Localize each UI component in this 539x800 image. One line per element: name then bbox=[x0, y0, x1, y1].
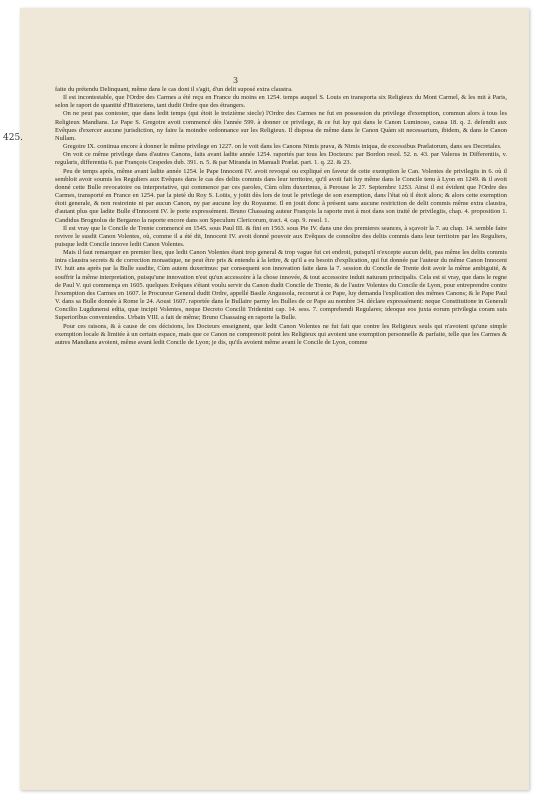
paragraph: On ne peut pas contester, que dans ledit temps (qui étoit le treizième siecle) l'Ordre des Carmes ne fut en possession du privilege d'exemption, commun alors à tous les Religieux Mandians. Le Pape S. Gregoire avoit commencé dès l'année 599. à donner ce privilege, & ce fut luy qui dans le Canon Luminoso, causa 18. q. 2. defendit aux Evêques d'exercer aucune jurisdiction, ny faire la moindre ordonnance sur les Religieux. Il disposa de même dans le Canon Quàm sit necessarium, ibidem, & dans le Canon Nullam. bbox=[55, 110, 507, 142]
paragraph: Mais il faut remarquer en premier lieu, que ledit Canon Volentes étant trop general & trop vague fut cet endroit, puisqu'il n'excepte aucun delit, pas même les delits commis intra claustra secrets & de correction monastique, ne peut être pris & entendu à la lettre, & qu'il a eu besoin d'explication, qui fut donnée par l'auteur du même Canon Innocent IV. huit ans après par la Bulle susdite, Cùm autem duxerimus: par consequent son innovation faite dans la 7. session du Concile de Trente doit avoir la même ambiguité, & souffrir la même interpretation, puisqu'une innovation n'est qu'un accessoire à la chose innovée, & tout accessoire induit naturam principalis. Cela est si vray, que dans le regne de Paul V. qui commença en 1605. quelques Evêques s'étant voulu servir du Canon dudit Concile de Trente, & de l'autre Volentes du Concile de Lyon, pour entreprendre contre l'exemption des Carmes en 1607. le Procureur General dudit Ordre, appellé Basile Angussola, recourut à ce Pape, luy demanda l'explication des mêmes Canons; & le Pape Paul V. dans sa Bulle donnée à Rome le 24. Aoust 1607. raportée dans le Bullaire parmy les Bulles de ce Pape au nombre 34. déclare expressément: neque Constitutione in Generali Concilio Lugdunensi edita, quæ incipit Volentes, neque Decreto Concilii Tridentini cap. 14. sess. 7. comprehendi Regulares; ideoque eos juxta eorum privilegia coram suis Superioribus conveniendos. Urbain VIII. a fait de même; Bruno Chassaing en raporte la Bulle. bbox=[55, 249, 507, 322]
paragraph: Il est vray que le Concile de Trente commencé en 1545. sous Paul III. & fini en 1563. sous Pie IV. dans une des premieres seances, à sçavoir la 7. au chap. 14. semble faire revivre le susdit Canon Volentes, où, comme il a été dit, Innocent IV. avoit donné pouvoir aux Evêques de connoître des delits commis dans leur territoire par les Reguliers, puisque ledit Concile innove ledit Canon Volentes. bbox=[55, 224, 507, 248]
paragraph: faite du prétendu Delinquant, même dans le cas dont il s'agit, d'un delit suposé extra claustra. bbox=[55, 86, 293, 93]
paragraph: Gregoire IX. continua encore à donner le même privilege en 1227. on le voit dans les Canons Nimis prava, & Nimis iniqua, de excessibus Prælatorum, dans ses Decretales. bbox=[63, 143, 502, 151]
page-number: 3 bbox=[233, 76, 239, 85]
paragraph: Il est incontestable, que l'Ordre des Carmes a été reçu en France du moins en 1254. temps auquel S. Louis en transporta six Religieux du Mont Carmel, & les mit à Paris, selon le raport de quantité d'Historiens, tant dudit Ordre que des étrangers. bbox=[55, 94, 507, 110]
body-text bbox=[55, 86, 507, 347]
paragraph: Peu de temps après, même avant ladite année 1254. le Pape Innocent IV. avoit revoqué ou expliqué en faveur de cette exemption le Can. Volentes de privilegiis in 6. où il sembloit avoir soumis les Reguliers aux Evêques dans le cas des delits commis dans leur territoire, qu'il avoit fait luy même dans le Concile tenu à Lyon en 1249. & il avoit donné cette Bulle revocatoire ou interpretative, qui commence par ces paroles, Cùm olim duxerimus, à Perouse le 27. Septembre 1253. Ainsi il est évident que l'Ordre des Carmes, transporté en France en 1254. par la pieté du Roy S. Loüis, y joüit dès lors de tout le privilege de son exemption, dans l'état où il étoit alors; & alors cette exemption étoit generale, & non restreinte ni par aucun Canon, ny par aucune loy du Royaume. Il en jouit donc à présent sans aucune restriction de delit commis même extra claustra, d'autant plus que ladite Bulle d'Innocent IV. le porte expressément. Bruno Chassaing auteur François la raporte mot à mot dans son traité de privilegiis, chap. 4. proposition 1. Candidus Brognolus de Bergamo la raporte encore dans son Speculum Clericorum, tract. 4. cap. 9. resol. 1. bbox=[55, 167, 507, 224]
margin-note: 425. bbox=[3, 133, 24, 143]
paragraph: Pour ces raisons, & à cause de ces décisions, les Docteurs enseignent, que ledit Canon Volentes ne fut fait que contre les Religieux seuls qui n'avoient qu'une simple exemption locale & limitée à un certain espace, mais que ce Canon ne comprenoit point les Religieux qui avoient une exemption personnelle & parfaite, telle que les Carmes & autres Mandians avoient, même avant ledit Concile de Lyon; je dis, qu'ils avoient même avant le Concile de Lyon, comme bbox=[55, 322, 507, 346]
paragraph: On voit ce même privilege dans d'autres Canons, faits avant ladite année 1254. raportés par tous les Docteurs: par Bordon resol. 52. n. 43. par Valerus in Differentiis, v. regularis, differentia 6. par François Cespedes dub. 391. n. 5. & par Miranda in Manuali Prælat. part. 1. q. 22. & 23. bbox=[55, 151, 507, 167]
